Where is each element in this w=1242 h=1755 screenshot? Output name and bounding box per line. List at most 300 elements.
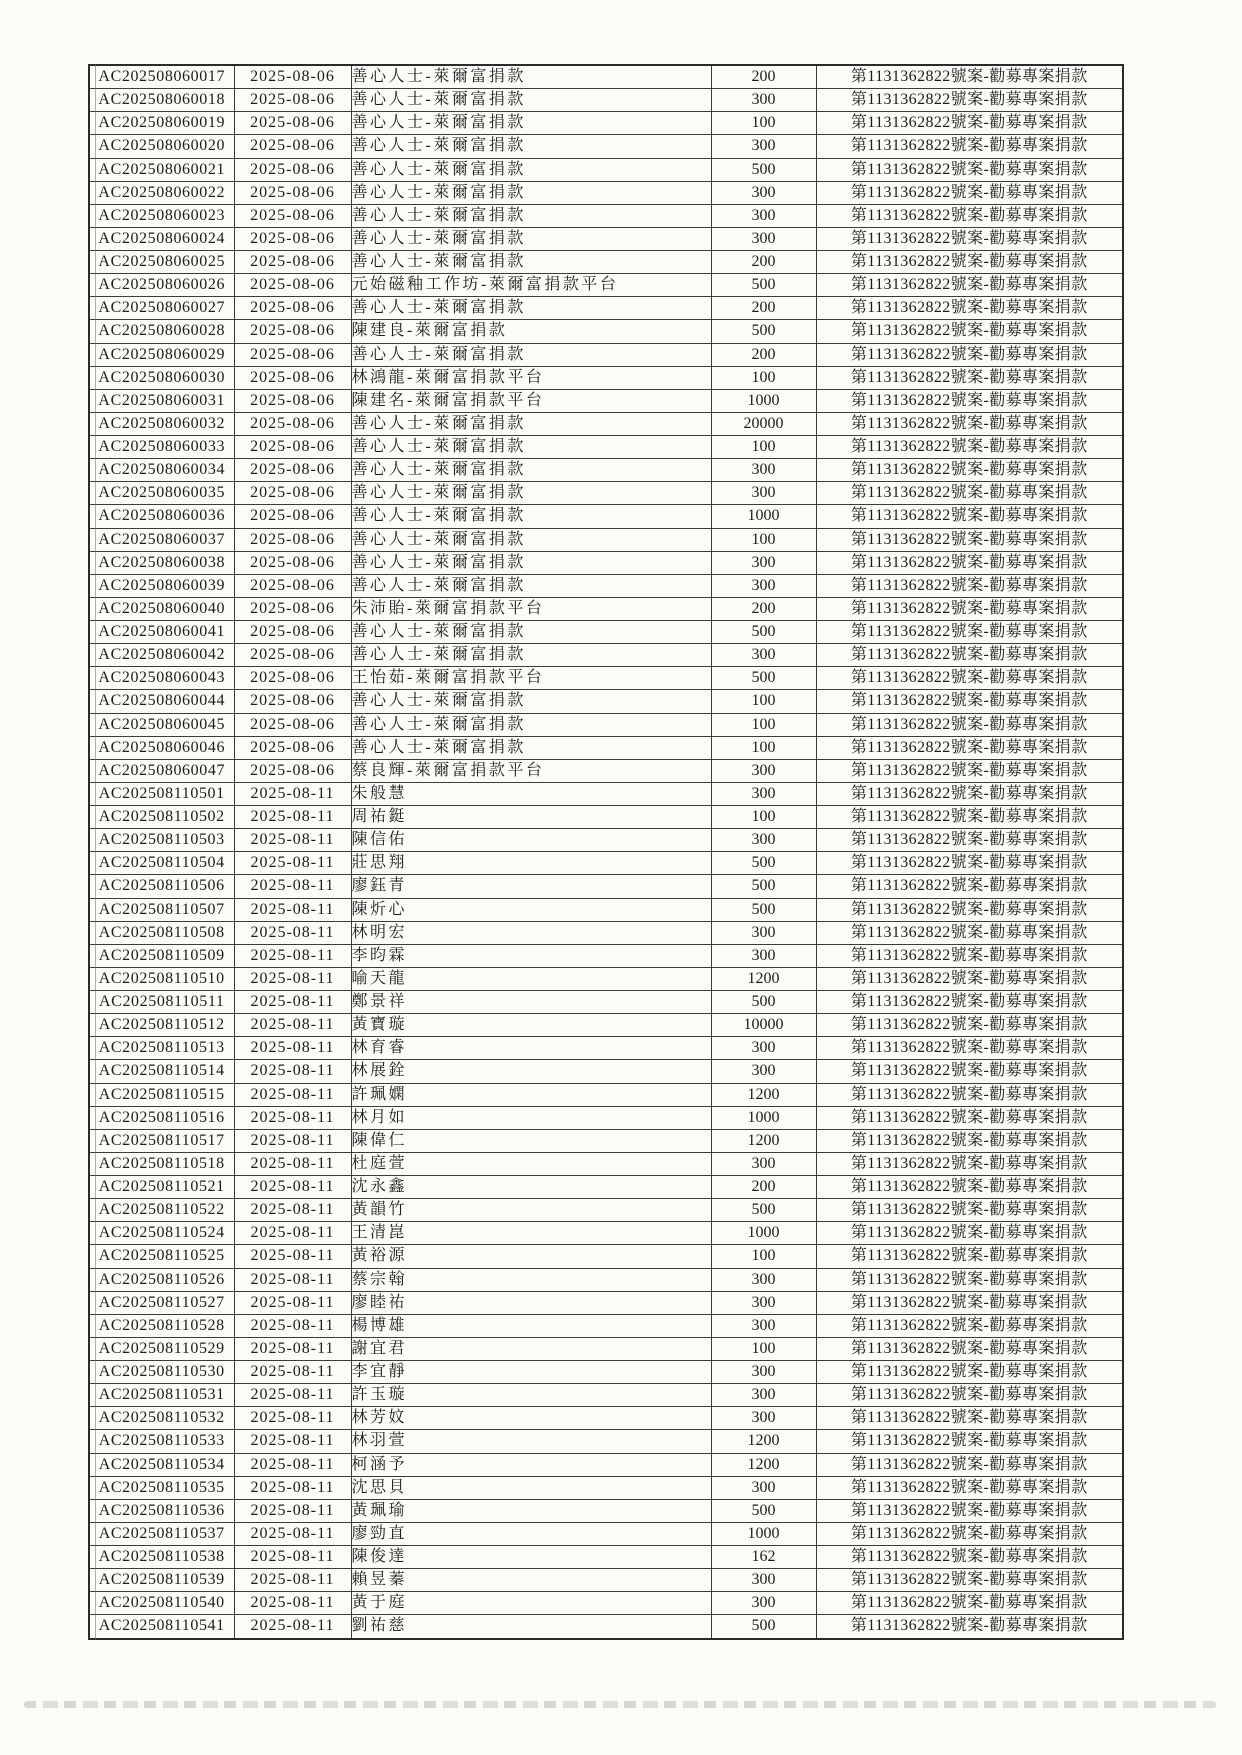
record-id-cell: AC202508060036	[89, 505, 234, 528]
case-cell: 第1131362822號案-勸募專案捐款	[816, 320, 1123, 343]
record-id-cell: AC202508060031	[89, 389, 234, 412]
case-cell: 第1131362822號案-勸募專案捐款	[816, 829, 1123, 852]
date-cell: 2025-08-11	[234, 1176, 351, 1199]
date-cell: 2025-08-11	[234, 1037, 351, 1060]
donation-table	[88, 64, 1124, 1640]
date-cell: 2025-08-11	[234, 967, 351, 990]
table-row	[89, 528, 1123, 551]
amount-cell: 162	[711, 1546, 816, 1569]
donor-cell: 善心人士-萊爾富捐款	[351, 436, 711, 459]
record-id-cell: AC202508110511	[89, 991, 234, 1014]
table-row	[89, 112, 1123, 135]
record-id-cell: AC202508110515	[89, 1083, 234, 1106]
date-cell: 2025-08-11	[234, 852, 351, 875]
record-id-cell: AC202508110531	[89, 1384, 234, 1407]
record-id-cell: AC202508110522	[89, 1199, 234, 1222]
case-cell: 第1131362822號案-勸募專案捐款	[816, 736, 1123, 759]
record-id-cell: AC202508060034	[89, 459, 234, 482]
table-row	[89, 690, 1123, 713]
date-cell: 2025-08-06	[234, 459, 351, 482]
case-cell: 第1131362822號案-勸募專案捐款	[816, 274, 1123, 297]
record-id-cell: AC202508060042	[89, 644, 234, 667]
amount-cell: 300	[711, 1407, 816, 1430]
donor-cell: 黃于庭	[351, 1592, 711, 1615]
amount-cell: 100	[711, 690, 816, 713]
amount-cell: 1000	[711, 505, 816, 528]
date-cell: 2025-08-11	[234, 875, 351, 898]
table-row	[89, 204, 1123, 227]
donor-cell: 林展銓	[351, 1060, 711, 1083]
date-cell: 2025-08-11	[234, 1129, 351, 1152]
table-row	[89, 1176, 1123, 1199]
donor-cell: 元始磁釉工作坊-萊爾富捐款平台	[351, 274, 711, 297]
case-cell: 第1131362822號案-勸募專案捐款	[816, 551, 1123, 574]
table-row	[89, 967, 1123, 990]
case-cell: 第1131362822號案-勸募專案捐款	[816, 251, 1123, 274]
record-id-cell: AC202508110525	[89, 1245, 234, 1268]
amount-cell: 100	[711, 112, 816, 135]
amount-cell: 100	[711, 713, 816, 736]
case-cell: 第1131362822號案-勸募專案捐款	[816, 158, 1123, 181]
table-row	[89, 297, 1123, 320]
donor-cell: 王清崑	[351, 1222, 711, 1245]
record-id-cell: AC202508110516	[89, 1106, 234, 1129]
table-row	[89, 227, 1123, 250]
date-cell: 2025-08-06	[234, 366, 351, 389]
donor-cell: 周祐鋌	[351, 806, 711, 829]
record-id-cell: AC202508110536	[89, 1499, 234, 1522]
record-id-cell: AC202508110518	[89, 1152, 234, 1175]
donor-cell: 善心人士-萊爾富捐款	[351, 158, 711, 181]
amount-cell: 300	[711, 921, 816, 944]
case-cell: 第1131362822號案-勸募專案捐款	[816, 1083, 1123, 1106]
record-id-cell: AC202508110535	[89, 1476, 234, 1499]
table-row	[89, 621, 1123, 644]
donor-cell: 陳俊達	[351, 1546, 711, 1569]
donor-cell: 林育睿	[351, 1037, 711, 1060]
date-cell: 2025-08-11	[234, 1522, 351, 1545]
amount-cell: 1200	[711, 1430, 816, 1453]
record-id-cell: AC202508060017	[89, 65, 234, 89]
amount-cell: 300	[711, 759, 816, 782]
donor-cell: 蔡良輝-萊爾富捐款平台	[351, 759, 711, 782]
donor-cell: 陳炘心	[351, 898, 711, 921]
date-cell: 2025-08-06	[234, 158, 351, 181]
table-row	[89, 65, 1123, 89]
record-id-cell: AC202508060041	[89, 621, 234, 644]
donor-cell: 廖睦祐	[351, 1291, 711, 1314]
table-row	[89, 736, 1123, 759]
amount-cell: 300	[711, 227, 816, 250]
table-row	[89, 482, 1123, 505]
record-id-cell: AC202508060019	[89, 112, 234, 135]
amount-cell: 500	[711, 158, 816, 181]
amount-cell: 300	[711, 89, 816, 112]
case-cell: 第1131362822號案-勸募專案捐款	[816, 1176, 1123, 1199]
case-cell: 第1131362822號案-勸募專案捐款	[816, 1037, 1123, 1060]
record-id-cell: AC202508110524	[89, 1222, 234, 1245]
amount-cell: 500	[711, 852, 816, 875]
case-cell: 第1131362822號案-勸募專案捐款	[816, 528, 1123, 551]
date-cell: 2025-08-06	[234, 597, 351, 620]
table-row	[89, 597, 1123, 620]
record-id-cell: AC202508110533	[89, 1430, 234, 1453]
donor-cell: 林羽萱	[351, 1430, 711, 1453]
case-cell: 第1131362822號案-勸募專案捐款	[816, 944, 1123, 967]
record-id-cell: AC202508060029	[89, 343, 234, 366]
amount-cell: 300	[711, 1592, 816, 1615]
date-cell: 2025-08-11	[234, 1476, 351, 1499]
case-cell: 第1131362822號案-勸募專案捐款	[816, 644, 1123, 667]
record-id-cell: AC202508110512	[89, 1014, 234, 1037]
amount-cell: 500	[711, 898, 816, 921]
case-cell: 第1131362822號案-勸募專案捐款	[816, 574, 1123, 597]
amount-cell: 1200	[711, 1129, 816, 1152]
table-row	[89, 574, 1123, 597]
donor-cell: 廖鈺青	[351, 875, 711, 898]
record-id-cell: AC202508110513	[89, 1037, 234, 1060]
case-cell: 第1131362822號案-勸募專案捐款	[816, 1152, 1123, 1175]
case-cell: 第1131362822號案-勸募專案捐款	[816, 482, 1123, 505]
donor-cell: 許珮嫻	[351, 1083, 711, 1106]
date-cell: 2025-08-11	[234, 1361, 351, 1384]
case-cell: 第1131362822號案-勸募專案捐款	[816, 1361, 1123, 1384]
donor-cell: 善心人士-萊爾富捐款	[351, 551, 711, 574]
table-row	[89, 1060, 1123, 1083]
record-id-cell: AC202508060023	[89, 204, 234, 227]
date-cell: 2025-08-11	[234, 1014, 351, 1037]
date-cell: 2025-08-11	[234, 921, 351, 944]
record-id-cell: AC202508060043	[89, 667, 234, 690]
record-id-cell: AC202508060018	[89, 89, 234, 112]
amount-cell: 1000	[711, 1106, 816, 1129]
table-row	[89, 1522, 1123, 1545]
case-cell: 第1131362822號案-勸募專案捐款	[816, 297, 1123, 320]
record-id-cell: AC202508110501	[89, 782, 234, 805]
amount-cell: 200	[711, 65, 816, 89]
case-cell: 第1131362822號案-勸募專案捐款	[816, 1337, 1123, 1360]
table-row	[89, 1615, 1123, 1639]
table-body	[89, 65, 1123, 1639]
donor-cell: 善心人士-萊爾富捐款	[351, 482, 711, 505]
case-cell: 第1131362822號案-勸募專案捐款	[816, 621, 1123, 644]
table-row	[89, 366, 1123, 389]
date-cell: 2025-08-06	[234, 389, 351, 412]
amount-cell: 300	[711, 1569, 816, 1592]
table-row	[89, 782, 1123, 805]
case-cell: 第1131362822號案-勸募專案捐款	[816, 1199, 1123, 1222]
donor-cell: 蔡宗翰	[351, 1268, 711, 1291]
case-cell: 第1131362822號案-勸募專案捐款	[816, 967, 1123, 990]
amount-cell: 10000	[711, 1014, 816, 1037]
date-cell: 2025-08-11	[234, 1430, 351, 1453]
date-cell: 2025-08-11	[234, 1499, 351, 1522]
case-cell: 第1131362822號案-勸募專案捐款	[816, 89, 1123, 112]
amount-cell: 1000	[711, 1222, 816, 1245]
date-cell: 2025-08-11	[234, 1384, 351, 1407]
record-id-cell: AC202508110510	[89, 967, 234, 990]
case-cell: 第1131362822號案-勸募專案捐款	[816, 1222, 1123, 1245]
amount-cell: 300	[711, 829, 816, 852]
case-cell: 第1131362822號案-勸募專案捐款	[816, 1407, 1123, 1430]
case-cell: 第1131362822號案-勸募專案捐款	[816, 1268, 1123, 1291]
record-id-cell: AC202508110527	[89, 1291, 234, 1314]
case-cell: 第1131362822號案-勸募專案捐款	[816, 135, 1123, 158]
record-id-cell: AC202508110529	[89, 1337, 234, 1360]
amount-cell: 200	[711, 597, 816, 620]
record-id-cell: AC202508110526	[89, 1268, 234, 1291]
donor-cell: 林鴻龍-萊爾富捐款平台	[351, 366, 711, 389]
amount-cell: 300	[711, 1291, 816, 1314]
table-row	[89, 921, 1123, 944]
record-id-cell: AC202508110509	[89, 944, 234, 967]
table-row	[89, 1199, 1123, 1222]
amount-cell: 300	[711, 1060, 816, 1083]
date-cell: 2025-08-11	[234, 1060, 351, 1083]
table-row	[89, 505, 1123, 528]
record-id-cell: AC202508110508	[89, 921, 234, 944]
donor-cell: 善心人士-萊爾富捐款	[351, 505, 711, 528]
amount-cell: 100	[711, 366, 816, 389]
record-id-cell: AC202508110530	[89, 1361, 234, 1384]
table-row	[89, 1384, 1123, 1407]
case-cell: 第1131362822號案-勸募專案捐款	[816, 1014, 1123, 1037]
table-row	[89, 320, 1123, 343]
date-cell: 2025-08-06	[234, 412, 351, 435]
donor-cell: 善心人士-萊爾富捐款	[351, 343, 711, 366]
amount-cell: 1000	[711, 1522, 816, 1545]
record-id-cell: AC202508110538	[89, 1546, 234, 1569]
date-cell: 2025-08-06	[234, 274, 351, 297]
case-cell: 第1131362822號案-勸募專案捐款	[816, 1592, 1123, 1615]
record-id-cell: AC202508060039	[89, 574, 234, 597]
case-cell: 第1131362822號案-勸募專案捐款	[816, 65, 1123, 89]
amount-cell: 300	[711, 1476, 816, 1499]
date-cell: 2025-08-11	[234, 829, 351, 852]
case-cell: 第1131362822號案-勸募專案捐款	[816, 343, 1123, 366]
table-row	[89, 759, 1123, 782]
amount-cell: 300	[711, 459, 816, 482]
date-cell: 2025-08-06	[234, 251, 351, 274]
donor-cell: 朱沛貽-萊爾富捐款平台	[351, 597, 711, 620]
amount-cell: 500	[711, 875, 816, 898]
table-row	[89, 1499, 1123, 1522]
amount-cell: 500	[711, 991, 816, 1014]
donor-cell: 黃珮瑜	[351, 1499, 711, 1522]
date-cell: 2025-08-06	[234, 112, 351, 135]
table-row	[89, 181, 1123, 204]
donor-cell: 善心人士-萊爾富捐款	[351, 65, 711, 89]
case-cell: 第1131362822號案-勸募專案捐款	[816, 366, 1123, 389]
date-cell: 2025-08-11	[234, 1453, 351, 1476]
table-row	[89, 1337, 1123, 1360]
date-cell: 2025-08-11	[234, 1569, 351, 1592]
donor-cell: 賴昱蓁	[351, 1569, 711, 1592]
record-id-cell: AC202508060045	[89, 713, 234, 736]
record-id-cell: AC202508060032	[89, 412, 234, 435]
case-cell: 第1131362822號案-勸募專案捐款	[816, 1129, 1123, 1152]
table-row	[89, 898, 1123, 921]
donor-cell: 陳偉仁	[351, 1129, 711, 1152]
donor-cell: 李宜靜	[351, 1361, 711, 1384]
donor-cell: 善心人士-萊爾富捐款	[351, 713, 711, 736]
table-row	[89, 1546, 1123, 1569]
table-row	[89, 1268, 1123, 1291]
case-cell: 第1131362822號案-勸募專案捐款	[816, 806, 1123, 829]
donor-cell: 善心人士-萊爾富捐款	[351, 135, 711, 158]
amount-cell: 300	[711, 1384, 816, 1407]
donor-cell: 莊思翔	[351, 852, 711, 875]
donor-cell: 鄭景祥	[351, 991, 711, 1014]
donor-cell: 善心人士-萊爾富捐款	[351, 412, 711, 435]
date-cell: 2025-08-11	[234, 944, 351, 967]
record-id-cell: AC202508110506	[89, 875, 234, 898]
donor-cell: 善心人士-萊爾富捐款	[351, 644, 711, 667]
amount-cell: 500	[711, 1199, 816, 1222]
donor-cell: 善心人士-萊爾富捐款	[351, 204, 711, 227]
amount-cell: 300	[711, 944, 816, 967]
date-cell: 2025-08-06	[234, 644, 351, 667]
donor-cell: 善心人士-萊爾富捐款	[351, 690, 711, 713]
table-row	[89, 1430, 1123, 1453]
table-row	[89, 389, 1123, 412]
table-row	[89, 1083, 1123, 1106]
record-id-cell: AC202508110532	[89, 1407, 234, 1430]
table-row	[89, 135, 1123, 158]
record-id-cell: AC202508060020	[89, 135, 234, 158]
amount-cell: 1200	[711, 1083, 816, 1106]
record-id-cell: AC202508060038	[89, 551, 234, 574]
scan-artifact-strip	[24, 1701, 1216, 1708]
table-row	[89, 644, 1123, 667]
table-row	[89, 1037, 1123, 1060]
case-cell: 第1131362822號案-勸募專案捐款	[816, 1291, 1123, 1314]
donor-cell: 善心人士-萊爾富捐款	[351, 112, 711, 135]
amount-cell: 300	[711, 644, 816, 667]
date-cell: 2025-08-11	[234, 1222, 351, 1245]
donor-cell: 林月如	[351, 1106, 711, 1129]
case-cell: 第1131362822號案-勸募專案捐款	[816, 1430, 1123, 1453]
case-cell: 第1131362822號案-勸募專案捐款	[816, 852, 1123, 875]
case-cell: 第1131362822號案-勸募專案捐款	[816, 436, 1123, 459]
amount-cell: 20000	[711, 412, 816, 435]
case-cell: 第1131362822號案-勸募專案捐款	[816, 1546, 1123, 1569]
amount-cell: 300	[711, 782, 816, 805]
table-row	[89, 713, 1123, 736]
amount-cell: 300	[711, 482, 816, 505]
date-cell: 2025-08-06	[234, 667, 351, 690]
record-id-cell: AC202508110537	[89, 1522, 234, 1545]
record-id-cell: AC202508110504	[89, 852, 234, 875]
donor-cell: 陳建名-萊爾富捐款平台	[351, 389, 711, 412]
record-id-cell: AC202508110534	[89, 1453, 234, 1476]
record-id-cell: AC202508060037	[89, 528, 234, 551]
donor-cell: 謝宜君	[351, 1337, 711, 1360]
record-id-cell: AC202508110503	[89, 829, 234, 852]
amount-cell: 500	[711, 667, 816, 690]
case-cell: 第1131362822號案-勸募專案捐款	[816, 112, 1123, 135]
table-row	[89, 1245, 1123, 1268]
amount-cell: 300	[711, 1037, 816, 1060]
case-cell: 第1131362822號案-勸募專案捐款	[816, 227, 1123, 250]
date-cell: 2025-08-06	[234, 227, 351, 250]
table-row	[89, 436, 1123, 459]
record-id-cell: AC202508060030	[89, 366, 234, 389]
date-cell: 2025-08-06	[234, 320, 351, 343]
amount-cell: 100	[711, 528, 816, 551]
record-id-cell: AC202508110502	[89, 806, 234, 829]
table-row	[89, 1453, 1123, 1476]
donor-cell: 許玉璇	[351, 1384, 711, 1407]
case-cell: 第1131362822號案-勸募專案捐款	[816, 1476, 1123, 1499]
table-row	[89, 343, 1123, 366]
date-cell: 2025-08-06	[234, 551, 351, 574]
donor-cell: 朱般慧	[351, 782, 711, 805]
donor-cell: 柯涵予	[351, 1453, 711, 1476]
case-cell: 第1131362822號案-勸募專案捐款	[816, 782, 1123, 805]
donor-cell: 杜庭萱	[351, 1152, 711, 1175]
table-row	[89, 806, 1123, 829]
date-cell: 2025-08-11	[234, 1083, 351, 1106]
record-id-cell: AC202508060040	[89, 597, 234, 620]
table-row	[89, 852, 1123, 875]
donor-cell: 沈思貝	[351, 1476, 711, 1499]
donor-cell: 林芳妏	[351, 1407, 711, 1430]
donor-cell: 黃裕源	[351, 1245, 711, 1268]
case-cell: 第1131362822號案-勸募專案捐款	[816, 1453, 1123, 1476]
case-cell: 第1131362822號案-勸募專案捐款	[816, 1245, 1123, 1268]
amount-cell: 300	[711, 1314, 816, 1337]
case-cell: 第1131362822號案-勸募專案捐款	[816, 898, 1123, 921]
donor-cell: 善心人士-萊爾富捐款	[351, 251, 711, 274]
amount-cell: 300	[711, 574, 816, 597]
case-cell: 第1131362822號案-勸募專案捐款	[816, 1384, 1123, 1407]
date-cell: 2025-08-06	[234, 528, 351, 551]
table-row	[89, 274, 1123, 297]
date-cell: 2025-08-06	[234, 297, 351, 320]
amount-cell: 1200	[711, 967, 816, 990]
date-cell: 2025-08-06	[234, 135, 351, 158]
amount-cell: 300	[711, 181, 816, 204]
date-cell: 2025-08-06	[234, 436, 351, 459]
date-cell: 2025-08-06	[234, 343, 351, 366]
amount-cell: 500	[711, 1615, 816, 1639]
case-cell: 第1131362822號案-勸募專案捐款	[816, 204, 1123, 227]
date-cell: 2025-08-11	[234, 806, 351, 829]
table-row	[89, 1291, 1123, 1314]
case-cell: 第1131362822號案-勸募專案捐款	[816, 597, 1123, 620]
donor-cell: 劉祐慈	[351, 1615, 711, 1639]
donor-cell: 善心人士-萊爾富捐款	[351, 736, 711, 759]
case-cell: 第1131362822號案-勸募專案捐款	[816, 1314, 1123, 1337]
date-cell: 2025-08-06	[234, 482, 351, 505]
table-row	[89, 991, 1123, 1014]
amount-cell: 300	[711, 1268, 816, 1291]
table-row	[89, 89, 1123, 112]
donor-cell: 善心人士-萊爾富捐款	[351, 89, 711, 112]
record-id-cell: AC202508110539	[89, 1569, 234, 1592]
table-row	[89, 1569, 1123, 1592]
amount-cell: 200	[711, 1176, 816, 1199]
scan-double-border-line	[95, 64, 96, 1640]
case-cell: 第1131362822號案-勸募專案捐款	[816, 459, 1123, 482]
amount-cell: 100	[711, 1337, 816, 1360]
record-id-cell: AC202508110507	[89, 898, 234, 921]
amount-cell: 300	[711, 551, 816, 574]
record-id-cell: AC202508060022	[89, 181, 234, 204]
donor-cell: 喻天龍	[351, 967, 711, 990]
record-id-cell: AC202508060047	[89, 759, 234, 782]
